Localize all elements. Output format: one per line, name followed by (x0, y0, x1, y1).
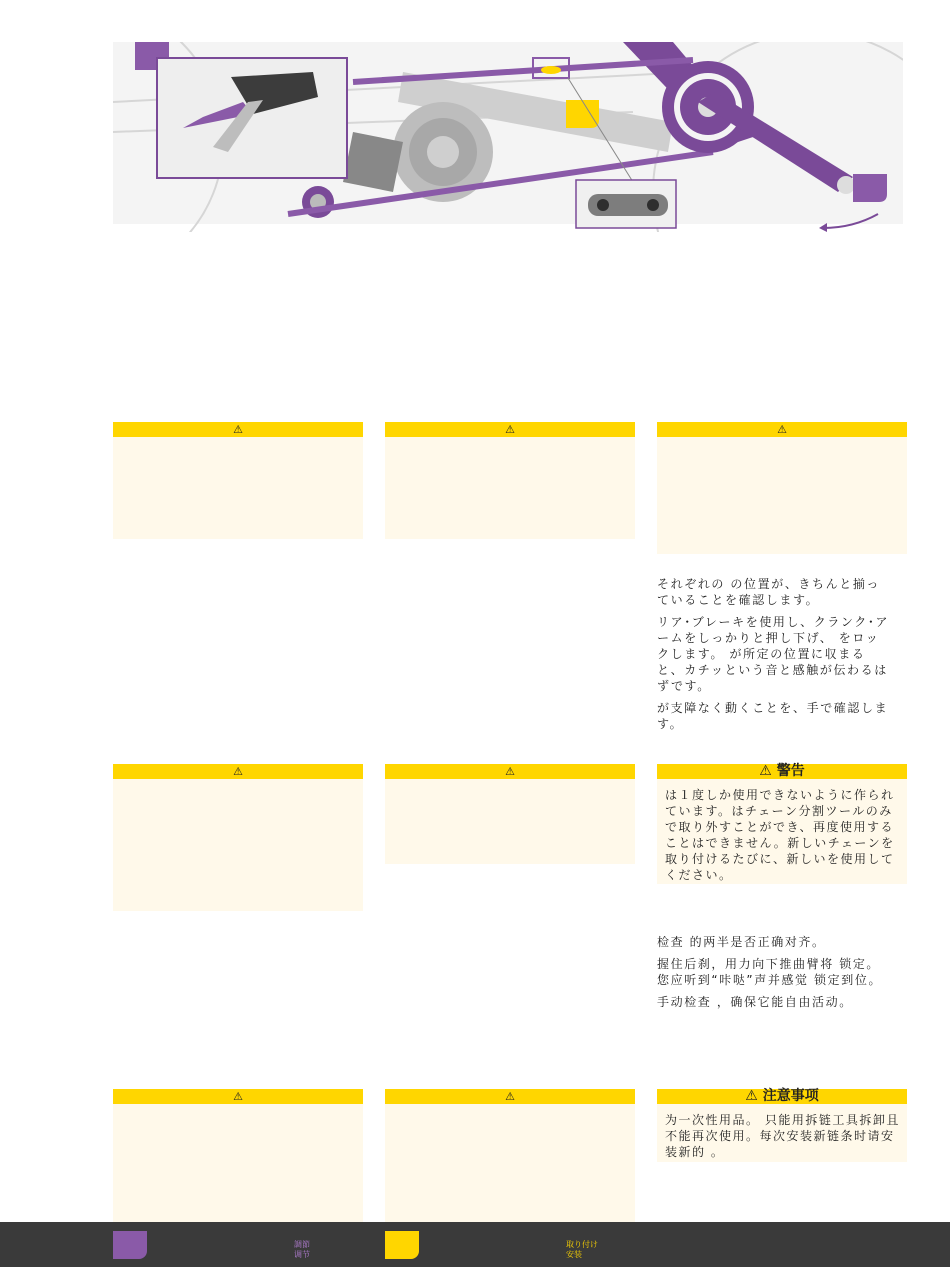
warning-box (113, 422, 363, 539)
chinese-instructions (657, 934, 892, 1016)
footer-right-label-2: 安装 (566, 1250, 582, 1259)
warning-box-jp (657, 764, 907, 884)
warning-box-zh (657, 1089, 907, 1162)
warning-bar (113, 764, 363, 779)
warning-bar (113, 422, 363, 437)
jp-paragraph-1: それぞれの の位置が、きちんと揃っていることを確認します。 (657, 577, 881, 607)
warning-bar (113, 1089, 363, 1104)
zh-paragraph-2: 握住后刹，用力向下推曲臂将 锁定。您应听到“咔哒”声并感觉 锁定到位。 (657, 957, 883, 987)
warning-box (385, 422, 635, 539)
warning-icon: ⚠ (505, 423, 515, 436)
master-link-icon (588, 194, 668, 216)
warning-title-jp: ⚠ 警告 (657, 764, 907, 779)
warning-box (657, 422, 907, 554)
japanese-instructions (657, 576, 892, 738)
footer-left-label-2: 调节 (294, 1250, 310, 1259)
warning-icon: ⚠ (233, 1090, 243, 1103)
yellow-tab-icon (566, 100, 599, 128)
warning-box (113, 764, 363, 911)
footer-bar (0, 1222, 950, 1267)
warning-bar (385, 422, 635, 437)
warning-icon: ⚠ (777, 423, 787, 436)
purple-tab-icon (113, 1231, 147, 1259)
warning-box (385, 1089, 635, 1222)
jp-paragraph-2: リア･ブレーキを使用し、クランク･アームをしっかりと押し下げ、 をロックします。 が所定の位置に収まると、カチッという音と感触が伝わるはずです。 (657, 615, 890, 693)
zh-paragraph-1: 检查 的两半是否正确对齐。 (657, 935, 826, 949)
drivetrain-illustration (113, 42, 903, 232)
warning-icon: ⚠ (505, 1090, 515, 1103)
warning-title-zh: ⚠ 注意事项 (657, 1089, 907, 1104)
warning-bar (657, 422, 907, 437)
footer-right-label-1: 取り付け (566, 1240, 598, 1249)
warning-box (385, 764, 635, 864)
purple-tab-icon (853, 174, 887, 202)
warning-bar (385, 1089, 635, 1104)
footer-label-right (566, 1240, 598, 1260)
jp-paragraph-3: が支障なく動くことを、手で確認します。 (657, 701, 889, 731)
warning-text-jp: は１度しか使用できないように作られています。はチェーン分割ツールのみで取り外すことができ、再度使用することはできません。新しいチェーンを取り付けるたびに、新しいを使用してください。 (665, 788, 895, 882)
warning-box (113, 1089, 363, 1222)
yellow-tab-icon (385, 1231, 419, 1259)
zh-paragraph-3: 手动检查 ，确保它能自由活动。 (657, 995, 853, 1009)
footer-label-left (294, 1240, 310, 1260)
warning-icon: ⚠ (233, 765, 243, 778)
warning-text-zh: 为一次性用品。 只能用拆链工具拆卸且不能再次使用。每次安装新链条时请安装新的 。 (665, 1113, 900, 1159)
warning-icon: ⚠ (505, 765, 515, 778)
warning-bar (385, 764, 635, 779)
warning-icon: ⚠ (233, 423, 243, 436)
footer-left-label-1: 調節 (294, 1240, 310, 1249)
